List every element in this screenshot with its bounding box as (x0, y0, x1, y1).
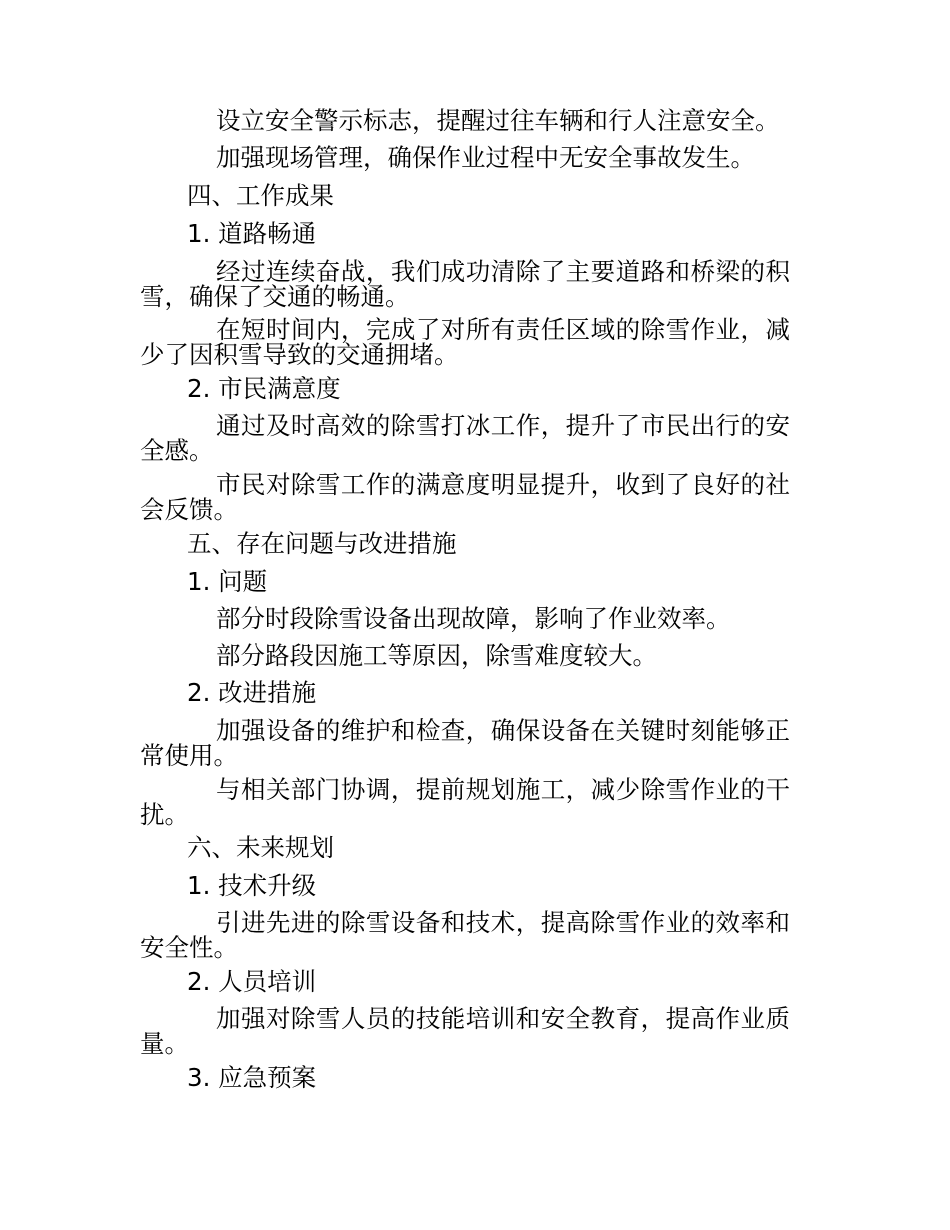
section-heading-future: 六、未来规划 (187, 833, 334, 862)
section-heading-problems: 五、存在问题与改进措施 (187, 529, 457, 558)
paragraph-training-education: 加强对除雪人员的技能培训和安全教育，提高作业质量。 (140, 1004, 790, 1058)
paragraph-social-feedback: 市民对除雪工作的满意度明显提升，收到了良好的社会反馈。 (140, 470, 790, 524)
subheading-citizen-satisfaction: 2. 市民满意度 (187, 374, 341, 403)
paragraph-site-management: 加强现场管理，确保作业过程中无安全事故发生。 (216, 143, 755, 172)
subheading-tech-upgrade: 1. 技术升级 (187, 871, 317, 900)
paragraph-advanced-equipment: 引进先进的除雪设备和技术，提高除雪作业的效率和安全性。 (140, 908, 790, 962)
subheading-road-clear: 1. 道路畅通 (187, 219, 317, 248)
section-heading-results: 四、工作成果 (187, 181, 334, 210)
paragraph-roads-cleared: 经过连续奋战，我们成功清除了主要道路和桥梁的积雪，确保了交通的畅通。 (140, 257, 790, 311)
paragraph-construction-difficulty: 部分路段因施工等原因，除雪难度较大。 (216, 641, 657, 670)
paragraph-safety-feeling: 通过及时高效的除雪打冰工作，提升了市民出行的安全感。 (140, 411, 790, 465)
paragraph-equipment-maintenance: 加强设备的维护和检查，确保设备在关键时刻能够正常使用。 (140, 716, 790, 770)
paragraph-congestion-reduced: 在短时间内，完成了对所有责任区域的除雪作业，减少了因积雪导致的交通拥堵。 (140, 315, 790, 369)
subheading-emergency-plan: 3. 应急预案 (187, 1063, 317, 1092)
subheading-improvements: 2. 改进措施 (187, 678, 317, 707)
paragraph-warning-signs: 设立安全警示标志，提醒过往车辆和行人注意安全。 (216, 106, 780, 135)
paragraph-equipment-failure: 部分时段除雪设备出现故障，影响了作业效率。 (216, 604, 731, 633)
subheading-problems: 1. 问题 (187, 567, 268, 596)
subheading-staff-training: 2. 人员培训 (187, 967, 317, 996)
paragraph-department-coordination: 与相关部门协调，提前规划施工，减少除雪作业的干扰。 (140, 775, 790, 829)
